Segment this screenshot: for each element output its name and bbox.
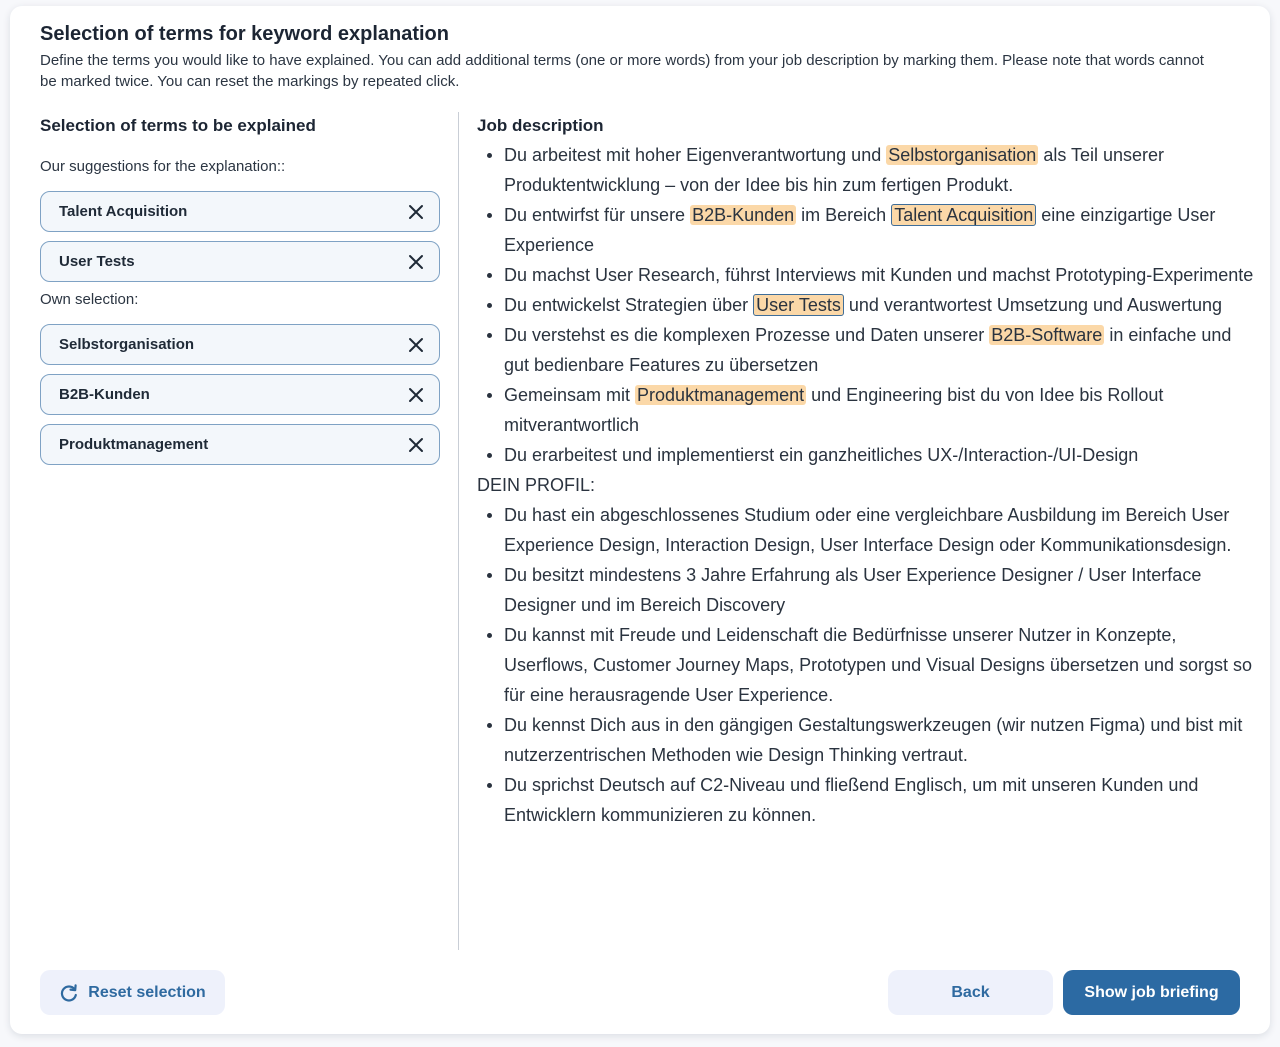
terms-panel	[40, 116, 440, 474]
close-icon[interactable]	[407, 253, 425, 271]
highlight-selbstorganisation[interactable]: Selbstorganisation	[888, 145, 1037, 165]
job-task-list	[477, 140, 1257, 470]
list-item[interactable]: Du machst User Research, führst Interviews mit Kunden und machst Prototyping-Experimente	[477, 260, 1257, 290]
list-item[interactable]: Du kennst Dich aus in den gängigen Gestaltungswerkzeugen (wir nutzen Figma) und bist mit nutzerzentrischen Methoden wie Design Thinking vertraut.	[477, 710, 1257, 770]
dialog-description: Define the terms you would like to have explained. You can add additional terms (one or more words) from your job description by marking them. Please note that words cannot be marked twice. You can reset the markings by repeated click.	[40, 52, 1204, 90]
list-item[interactable]: Du hast ein abgeschlossenes Studium oder eine vergleichbare Ausbildung im Bereich User Experience Design, Interaction Design, User Interface Design oder Kommunikationsdesign.	[477, 500, 1257, 560]
chip-label: B2B-Kunden	[59, 386, 150, 403]
chip-selbstorganisation[interactable]	[40, 324, 440, 365]
list-item[interactable]: Du kannst mit Freude und Leidenschaft die Bedürfnisse unserer Nutzer in Konzepte, Userflows, Customer Journey Maps, Prototypen und Visual Designs übersetzen und sorgst so für eine herausragende User Experience.	[477, 620, 1257, 710]
suggestions-label: Our suggestions for the explanation::	[40, 158, 286, 175]
highlight-b2b-software[interactable]: B2B-Software	[991, 325, 1103, 345]
own-selection-label: Own selection:	[40, 291, 139, 308]
chip-label: Selbstorganisation	[59, 336, 195, 353]
close-icon[interactable]	[407, 336, 425, 354]
job-description-panel[interactable]	[477, 116, 1257, 830]
close-icon[interactable]	[407, 386, 425, 404]
list-item[interactable]: Gemeinsam mit Produktmanagement und Engineering bist du von Idee bis Rollout mitverantwortlich	[477, 380, 1257, 440]
show-job-briefing-button[interactable]: Show job briefing	[1063, 970, 1240, 1015]
list-item[interactable]: Du entwirfst für unsere B2B-Kunden im Bereich Talent Acquisition eine einzigartige User Experience	[477, 200, 1257, 260]
close-icon[interactable]	[407, 203, 425, 221]
list-item[interactable]: Du erarbeitest und implementierst ein ganzheitliches UX-/Interaction-/UI-Design	[477, 440, 1257, 470]
highlight-user-tests[interactable]: User Tests	[753, 294, 844, 316]
chip-b2b-kunden[interactable]	[40, 374, 440, 415]
chip-label: User Tests	[59, 253, 135, 270]
list-item[interactable]: Du entwickelst Strategien über User Tests und verantwortest Umsetzung und Auswertung	[477, 290, 1257, 320]
close-icon[interactable]	[407, 436, 425, 454]
job-description-title: Job description	[477, 116, 604, 135]
list-item[interactable]: Du besitzt mindestens 3 Jahre Erfahrung als User Experience Designer / User Interface Designer und im Bereich Discovery	[477, 560, 1257, 620]
reset-selection-button[interactable]	[40, 970, 225, 1015]
back-button[interactable]: Back	[888, 970, 1053, 1015]
chip-talent-acquisition[interactable]	[40, 191, 440, 232]
chip-label: Talent Acquisition	[59, 203, 188, 220]
chip-label: Produktmanagement	[59, 436, 209, 453]
profile-heading: DEIN PROFIL:	[477, 475, 596, 495]
dialog-title: Selection of terms for keyword explanation	[40, 23, 449, 45]
refresh-icon	[59, 983, 79, 1003]
chip-produktmanagement[interactable]	[40, 424, 440, 465]
list-item[interactable]: Du arbeitest mit hoher Eigenverantwortung und Selbstorganisation als Teil unserer Produktentwicklung – von der Idee bis hin zum fertigen Produkt.	[477, 140, 1257, 200]
highlight-b2b-kunden[interactable]: B2B-Kunden	[692, 205, 795, 225]
dialog-card	[10, 6, 1270, 1034]
terms-panel-title: Selection of terms to be explained	[40, 116, 316, 135]
highlight-talent-acquisition[interactable]: Talent Acquisition	[891, 204, 1036, 226]
highlight-produktmanagement[interactable]: Produktmanagement	[637, 385, 805, 405]
chip-user-tests[interactable]	[40, 241, 440, 282]
profile-list	[477, 500, 1257, 830]
list-item[interactable]: Du sprichst Deutsch auf C2-Niveau und fließend Englisch, um mit unseren Kunden und Entwicklern kommunizieren zu können.	[477, 770, 1257, 830]
list-item[interactable]: Du verstehst es die komplexen Prozesse und Daten unserer B2B-Software in einfache und gut bedienbare Features zu übersetzen	[477, 320, 1257, 380]
column-divider	[458, 112, 459, 950]
reset-selection-label: Reset selection	[88, 983, 206, 1001]
